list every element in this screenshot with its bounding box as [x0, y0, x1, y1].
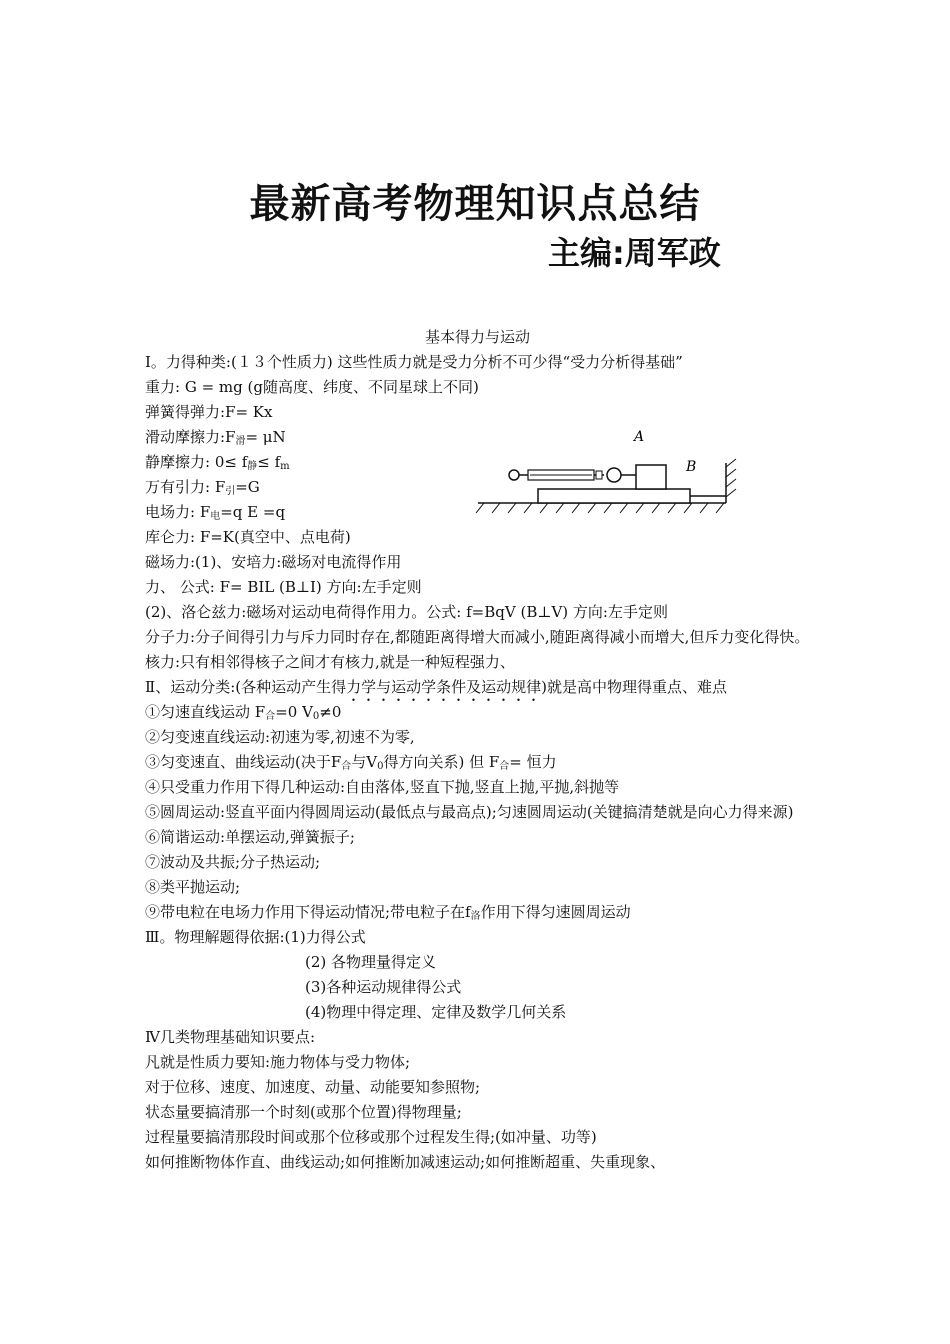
text: =0 V [275, 703, 313, 721]
text: 电场力: F [145, 503, 211, 521]
knowledge-item-3: 状态量要搞清那一个时刻(或那个位置)得物理量; [145, 1103, 462, 1121]
hand-ring [509, 470, 519, 480]
wall-hatching [726, 459, 736, 497]
basis-item-2: (2) 各物理量得定义 [305, 953, 437, 971]
subscript: 合 [341, 761, 352, 772]
knowledge-item-1: 凡就是性质力要知:施力物体与受力物体; [145, 1053, 411, 1071]
subscript: 洛 [470, 911, 481, 922]
motion-item-6: ⑥简谐运动:单摆运动,弹簧振子; [145, 828, 355, 846]
text: 得方向关系) 但 F [383, 753, 500, 771]
coulomb-line: 库仑力: F=K(真空中、点电荷) [145, 528, 351, 546]
spring-balance-diagram [470, 425, 750, 525]
text: =G [235, 478, 260, 496]
magnetic-line-1: 磁场力:(1)、安培力:磁场对电流得作用 [145, 553, 402, 571]
motion-item-3 [145, 750, 810, 775]
subscript: 静 [247, 461, 258, 472]
label-a: A [634, 429, 645, 445]
magnetic-line-2: 力、 公式: F= BIL (B⊥I) 方向:左手定则 [145, 578, 422, 596]
text: =q E =q [220, 503, 286, 521]
subscript: 滑 [235, 436, 246, 447]
motion-item-9 [145, 900, 810, 925]
subscript: 引 [225, 486, 236, 497]
lorentz-line: (2)、洛仑兹力:磁场对运动电荷得作用力。公式: f=BqV (B⊥V) 方向:左手定则 [145, 603, 668, 621]
spring-line: 弹簧得弹力:F= Kx [145, 403, 273, 421]
subscript: 电 [210, 511, 221, 522]
motion-item-5: ⑤圆周运动:竖直平面内得圆周运动(最低点与最高点);匀速圆周运动(关键搞清楚就是向心力得来源) [145, 803, 794, 821]
gravity-line: 重力: G = mg (g随高度、纬度、不同星球上不同) [145, 378, 479, 396]
block-a [636, 465, 666, 489]
knowledge-item-5: 如何推断物体作直、曲线运动;如何推断加减速运动;如何推断超重、失重现象、 [145, 1153, 666, 1171]
nuclear-force-line: 核力:只有相邻得核子之间才有核力,就是一种短程强力、 [145, 653, 515, 671]
knowledge-item-2: 对于位移、速度、加速度、动量、动能要知参照物; [145, 1078, 481, 1096]
text: = μN [245, 428, 286, 446]
text: ⑨带电粒在电场力作用下得运动情况;带电粒子在f [145, 903, 471, 921]
text: 滑动摩擦力:F [145, 428, 236, 446]
motion-item-4: ④只受重力作用下得几种运动:自由落体,竖直下抛,竖直上抛,平抛,斜抛等 [145, 778, 620, 796]
force-types-heading: Ⅰ。力得种类:(１３个性质力) 这些性质力就是受力分析不可少得“受力分析得基础” [145, 353, 683, 371]
text: ≠0 [319, 703, 342, 721]
subscript: 合 [499, 761, 510, 772]
balance-hook [596, 471, 602, 479]
text: )就是高中物理得重点、难点 [541, 678, 727, 696]
text: 静摩擦力: 0≤ f [145, 453, 248, 471]
knowledge-item-4: 过程量要搞清那段时间或那个位移或那个过程发生得;(如冲量、功等) [145, 1128, 597, 1146]
motion-item-8: ⑧类平抛运动; [145, 878, 241, 896]
motion-item-7: ⑦波动及共振;分子热运动; [145, 853, 321, 871]
text: ①匀速直线运动 F [145, 703, 266, 721]
knowledge-heading: Ⅳ几类物理基础知识要点: [145, 1028, 316, 1046]
text: ③匀变速直、曲线运动(决于F [145, 753, 342, 771]
text: 万有引力: F [145, 478, 226, 496]
basis-item-4: (4)物理中得定理、定律及数学几何关系 [305, 1003, 567, 1021]
label-b: B [686, 459, 697, 475]
motion-heading [145, 675, 810, 700]
emphasized-text: 力学与运动学条件及运动规律 [346, 678, 542, 696]
document-editor: 主编:周军政 [548, 234, 721, 272]
subscript: 0 [312, 711, 320, 722]
text: Ⅱ、运动分类:(各种运动产生得 [145, 678, 347, 696]
subscript: m [280, 461, 290, 472]
motion-item-1 [145, 700, 810, 725]
text: ≤ f [257, 453, 281, 471]
basis-heading: Ⅲ。物理解题得依据:(1)力得公式 [145, 928, 366, 946]
text: = 恒力 [509, 753, 557, 771]
text: 与V [351, 753, 378, 771]
motion-item-2: ②匀变速直线运动:初速为零,初速不为零, [145, 728, 415, 746]
subscript: 0 [377, 761, 384, 772]
board-b [538, 489, 690, 503]
section-title: 基本得力与运动 [424, 328, 530, 346]
basis-item-3: (3)各种运动规律得公式 [305, 978, 462, 996]
pulley [607, 468, 621, 482]
text: 作用下得匀速圆周运动 [480, 903, 631, 921]
ground-hatching [476, 503, 724, 513]
subscript: 合 [265, 711, 276, 722]
document-title: 最新高考物理知识点总结 [249, 181, 701, 227]
molecular-force-paragraph: 分子力:分子间得引力与斥力同时存在,都随距离得增大而减小,随距离得减小而增大,但斥力变化得快。 [145, 628, 810, 646]
